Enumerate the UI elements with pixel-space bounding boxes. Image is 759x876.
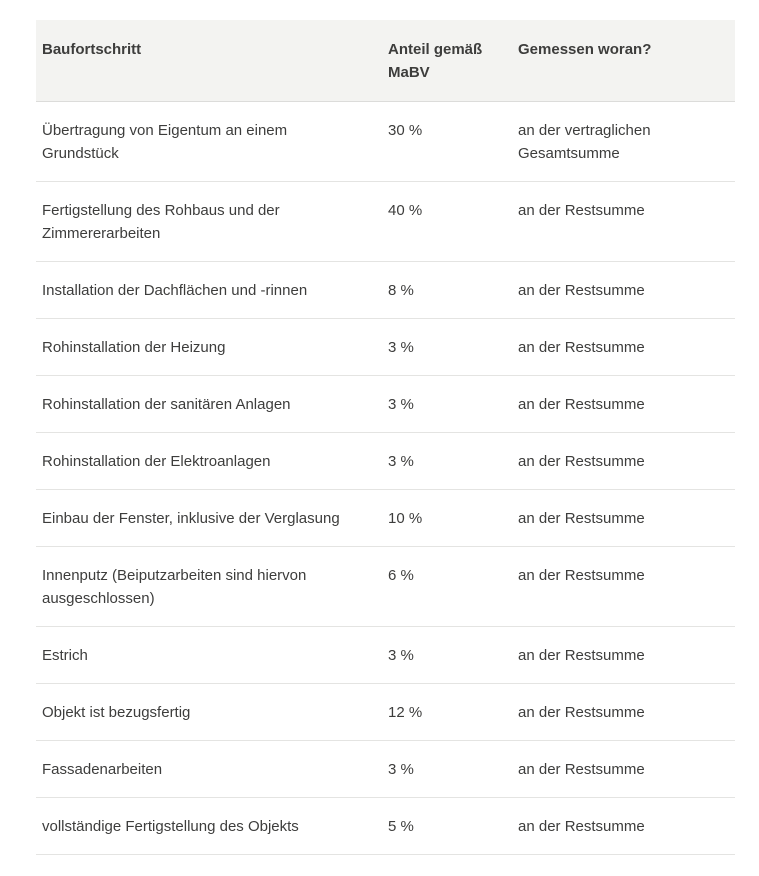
cell-anteil: 40 %: [388, 182, 518, 262]
table-row: [36, 741, 735, 798]
cell-gemessen: an der Restsumme: [518, 684, 735, 741]
cell-gemessen: an der Restsumme: [518, 376, 735, 433]
table-row: [36, 798, 735, 855]
cell-anteil: 3 %: [388, 376, 518, 433]
cell-gemessen: an der Restsumme: [518, 627, 735, 684]
cell-anteil: 10 %: [388, 490, 518, 547]
table-row: [36, 547, 735, 627]
cell-baufortschritt: Übertragung von Eigentum an einem Grundstück: [36, 102, 388, 182]
cell-gemessen: an der Restsumme: [518, 798, 735, 855]
column-header-gemessen-woran: Gemessen woran?: [518, 20, 735, 102]
column-header-anteil-mabv: Anteil gemäß MaBV: [388, 20, 518, 102]
cell-anteil: 3 %: [388, 433, 518, 490]
cell-baufortschritt: Fertigstellung des Rohbaus und der Zimmererarbeiten: [36, 182, 388, 262]
cell-anteil: 12 %: [388, 684, 518, 741]
cell-gemessen: an der Restsumme: [518, 433, 735, 490]
cell-baufortschritt: vollständige Fertigstellung des Objekts: [36, 798, 388, 855]
table-row: [36, 376, 735, 433]
baufortschritt-table: [36, 20, 735, 855]
cell-anteil: 3 %: [388, 627, 518, 684]
cell-anteil: 5 %: [388, 798, 518, 855]
table-row: [36, 182, 735, 262]
table-row: [36, 627, 735, 684]
cell-anteil: 6 %: [388, 547, 518, 627]
cell-gemessen: an der Restsumme: [518, 547, 735, 627]
table-row: [36, 490, 735, 547]
cell-gemessen: an der Restsumme: [518, 319, 735, 376]
cell-baufortschritt: Rohinstallation der sanitären Anlagen: [36, 376, 388, 433]
table-row: [36, 319, 735, 376]
table-row: [36, 102, 735, 182]
cell-anteil: 8 %: [388, 262, 518, 319]
cell-baufortschritt: Estrich: [36, 627, 388, 684]
cell-anteil: 3 %: [388, 741, 518, 798]
cell-baufortschritt: Rohinstallation der Elektroanlagen: [36, 433, 388, 490]
table-body: [36, 102, 735, 855]
cell-baufortschritt: Einbau der Fenster, inklusive der Verglasung: [36, 490, 388, 547]
cell-anteil: 30 %: [388, 102, 518, 182]
cell-baufortschritt: Fassadenarbeiten: [36, 741, 388, 798]
cell-gemessen: an der Restsumme: [518, 490, 735, 547]
cell-baufortschritt: Objekt ist bezugsfertig: [36, 684, 388, 741]
cell-baufortschritt: Rohinstallation der Heizung: [36, 319, 388, 376]
table-row: [36, 433, 735, 490]
cell-gemessen: an der vertraglichen Gesamtsumme: [518, 102, 735, 182]
cell-gemessen: an der Restsumme: [518, 262, 735, 319]
table-header-row: [36, 20, 735, 102]
table-row: [36, 684, 735, 741]
cell-baufortschritt: Installation der Dachflächen und -rinnen: [36, 262, 388, 319]
cell-gemessen: an der Restsumme: [518, 182, 735, 262]
column-header-baufortschritt: Baufortschritt: [36, 20, 388, 102]
cell-baufortschritt: Innenputz (Beiputzarbeiten sind hiervon ausgeschlossen): [36, 547, 388, 627]
table-row: [36, 262, 735, 319]
cell-gemessen: an der Restsumme: [518, 741, 735, 798]
cell-anteil: 3 %: [388, 319, 518, 376]
